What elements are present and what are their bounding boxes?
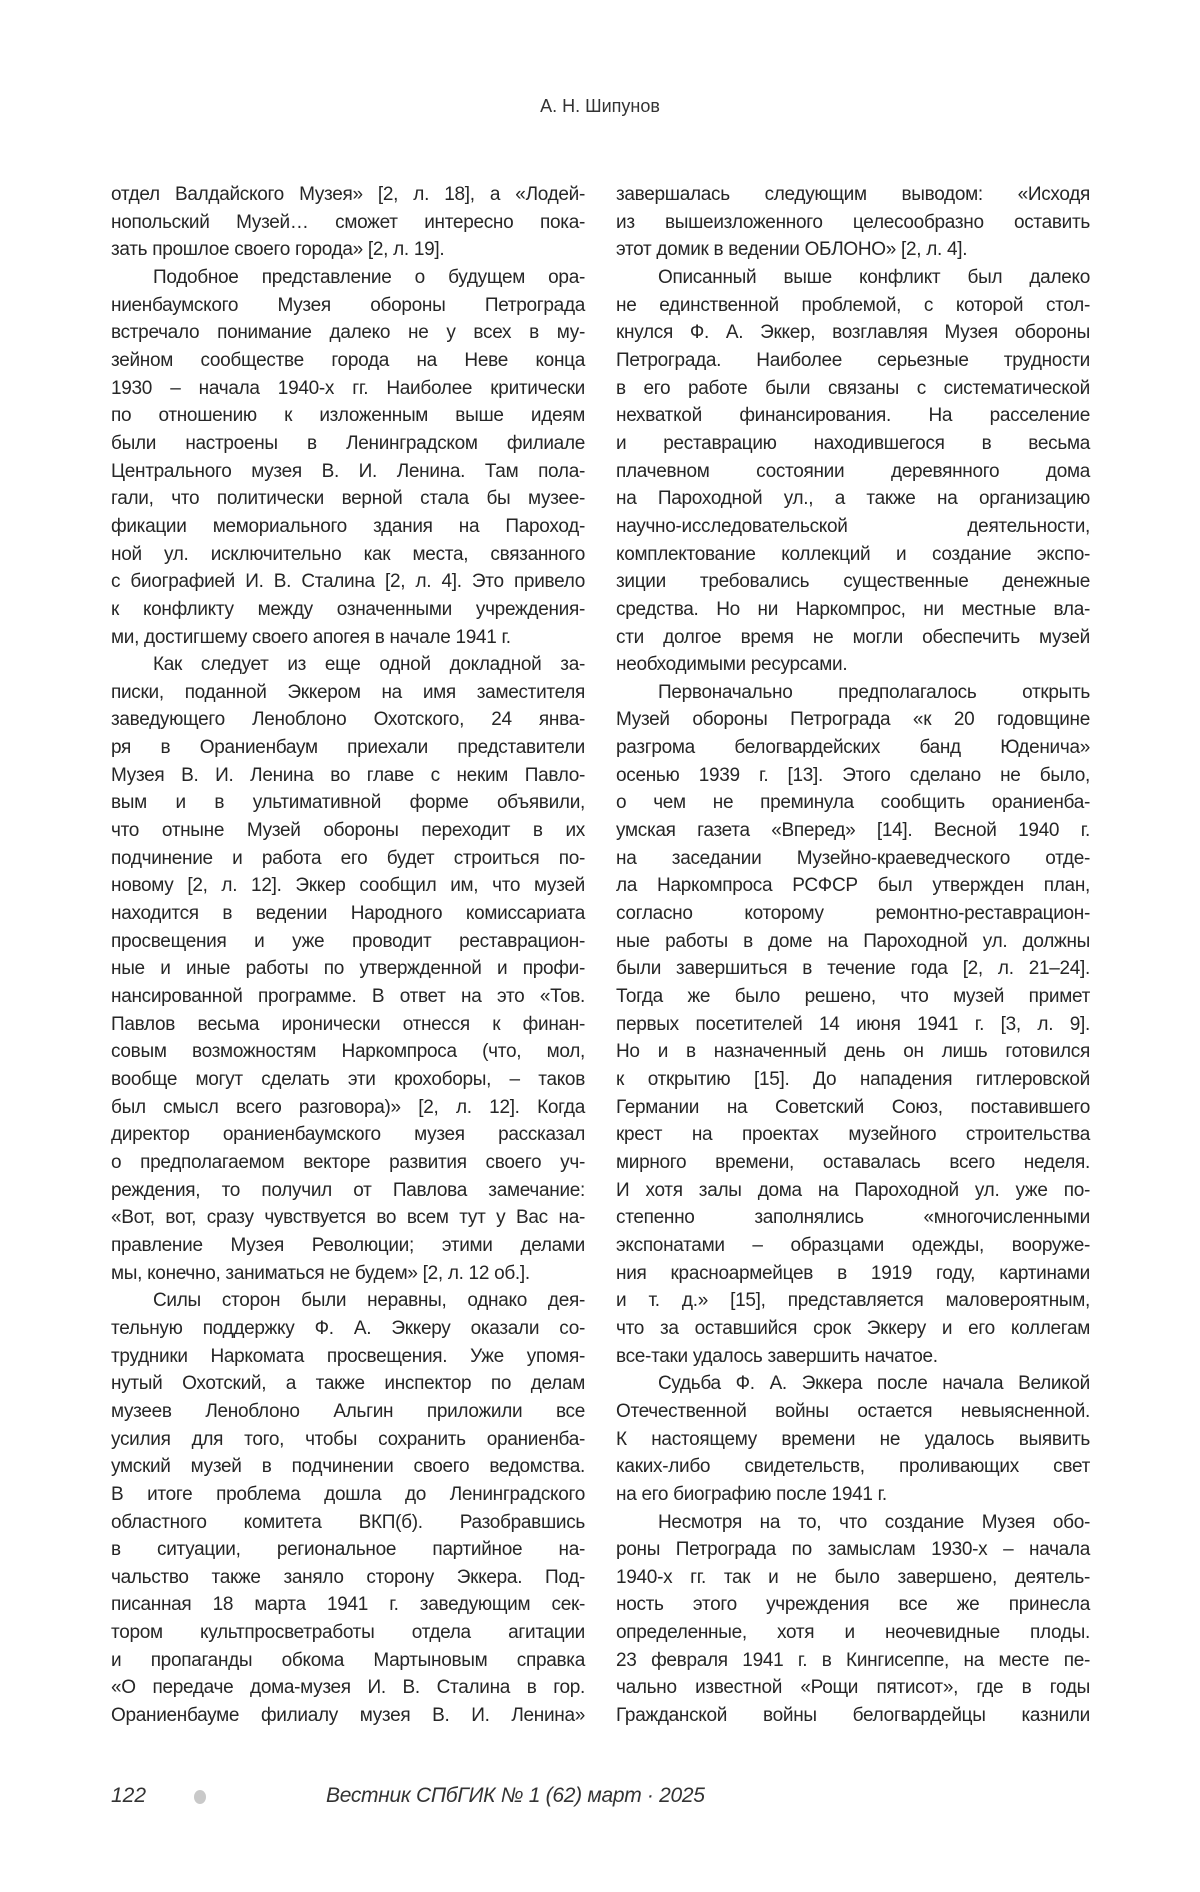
text-line-content: определенные, хотя и неочевидные плоды. [616, 1622, 1090, 1644]
text-line [616, 1094, 1090, 1122]
text-line [111, 209, 585, 237]
text-line-content: что отныне Музей обороны переходит в их [111, 820, 585, 842]
text-line [111, 596, 585, 624]
text-line-content: ные работы в доме на Пароходной ул. должны [616, 930, 1090, 952]
text-line [111, 1204, 585, 1232]
text-line [111, 1370, 585, 1398]
text-line-content: ные и иные работы по утвержденной и профи- [111, 958, 585, 980]
text-line [111, 1232, 585, 1260]
text-line [111, 236, 585, 264]
text-line-content: Павлов весьма иронически отнесся к финан- [111, 1013, 585, 1035]
text-line [111, 568, 585, 596]
text-line [111, 1702, 585, 1730]
text-line-content: нопольский Музей… сможет интересно пока- [111, 211, 585, 233]
text-line-content: встречало понимание далеко не у всех в му- [111, 322, 585, 344]
text-line [616, 706, 1090, 734]
text-line-content: музеев Леноблоно Альгин приложили все [111, 1400, 585, 1422]
text-line-content: совым возможностям Наркомпроса (что, мол, [111, 1041, 585, 1063]
text-line-content: писки, поданной Эккером на имя заместителя [111, 681, 585, 703]
text-line [111, 375, 585, 403]
text-line-content: завершалась следующим выводом: «Исходя [616, 184, 1090, 205]
text-line-content: нутый Охотский, а также инспектор по делам [111, 1373, 585, 1395]
text-line [111, 1481, 585, 1509]
paragraph [616, 1509, 1090, 1730]
paragraph [111, 1287, 585, 1730]
text-line-content: фикации мемориального здания на Пароход- [111, 515, 585, 537]
text-line [616, 292, 1090, 320]
text-line [111, 734, 585, 762]
text-line [616, 1370, 1090, 1398]
text-line [616, 1121, 1090, 1149]
text-line-content: Подобное представление о будущем ора- [153, 266, 585, 288]
text-line-content: ми, достигшему своего апогея в начале 1941 г. [111, 626, 511, 648]
text-line-content: В итоге проблема дошла до Ленинградского [111, 1483, 585, 1505]
text-line-content: К настоящему времени не удалось выявить [616, 1428, 1090, 1450]
text-line-content: умский музей в подчинении своего ведомства. [111, 1456, 585, 1478]
text-line-content: находится в ведении Народного комиссариата [111, 903, 585, 925]
text-line-content: зейном сообществе города на Неве конца [111, 349, 585, 371]
text-line-content: И хотя залы дома на Пароходной ул. уже по- [616, 1179, 1090, 1201]
text-line-content: и пропаганды обкома Мартыновым справка [111, 1649, 585, 1671]
text-line-content: 23 февраля 1941 г. в Кингисеппе, на месте пе- [616, 1649, 1090, 1671]
text-line-content: писанная 18 марта 1941 г. заведующим сек- [111, 1594, 585, 1616]
text-line [616, 1453, 1090, 1481]
text-line [111, 1177, 585, 1205]
text-line [616, 1509, 1090, 1537]
text-line-content: Гражданской войны белогвардейцы казнили [616, 1705, 1090, 1727]
text-line-content: средства. Но ни Наркомпрос, ни местные вла- [616, 598, 1090, 620]
text-line-content: плачевном состоянии деревянного дома [616, 460, 1090, 482]
text-line [616, 236, 1090, 264]
text-line [111, 679, 585, 707]
text-line [616, 1315, 1090, 1343]
text-line-content: ниенбаумского Музея обороны Петрограда [111, 294, 585, 316]
text-line [616, 541, 1090, 569]
left-column [111, 181, 585, 1730]
text-line [616, 1591, 1090, 1619]
text-line-content: научно-исследовательской деятельности, [616, 515, 1090, 537]
text-line [616, 1426, 1090, 1454]
text-line-content: не единственной проблемой, с которой стол- [616, 294, 1090, 316]
paragraph [616, 264, 1090, 679]
text-line [111, 706, 585, 734]
paragraph [616, 1370, 1090, 1508]
text-line [111, 1619, 585, 1647]
text-line-content: нехваткой финансирования. На расселение [616, 405, 1090, 427]
text-line [111, 872, 585, 900]
text-line [616, 430, 1090, 458]
text-line [111, 1121, 585, 1149]
text-line-content: Центрального музея В. И. Ленина. Там пола- [111, 460, 585, 482]
text-line [616, 485, 1090, 513]
text-line-content: 1940-х гг. так и не было завершено, деятель- [616, 1566, 1090, 1588]
text-line-content: первых посетителей 14 июня 1941 г. [3, л. 9]. [616, 1013, 1090, 1035]
text-line-content: в его работе были связаны с систематической [616, 377, 1090, 399]
text-line-content: ния красноармейцев в 1919 году, картинами [616, 1262, 1090, 1284]
text-line-content: и т. д.» [15], представляется маловероятным, [616, 1290, 1090, 1312]
text-line-content: ря в Ораниенбаум приехали представители [111, 737, 585, 759]
paragraph [616, 679, 1090, 1370]
text-line [616, 181, 1090, 209]
text-line [616, 789, 1090, 817]
text-line-content: просвещения и уже проводит реставрацион- [111, 930, 585, 952]
text-line [616, 1038, 1090, 1066]
text-line-content: новому [2, л. 12]. Эккер сообщил им, что музей [111, 875, 585, 897]
text-line [111, 1315, 585, 1343]
text-line-content: Как следует из еще одной докладной за- [153, 654, 585, 676]
text-line [616, 845, 1090, 873]
running-head-author: А. Н. Шипунов [540, 96, 660, 116]
text-line [111, 1453, 585, 1481]
text-line-content: Петрограда. Наиболее серьезные трудности [616, 349, 1090, 371]
text-line [616, 1481, 1090, 1509]
text-line-content: степенно заполнялись «многочисленными [616, 1207, 1090, 1229]
text-line-content: трудники Наркомата просвещения. Уже упомя- [111, 1345, 585, 1367]
text-line [111, 928, 585, 956]
text-line [616, 679, 1090, 707]
text-line [616, 1619, 1090, 1647]
text-line-content: на Пароходной ул., а также на организацию [616, 488, 1090, 510]
text-line-content: были настроены в Ленинградском филиале [111, 432, 585, 454]
text-line [111, 983, 585, 1011]
text-line [111, 264, 585, 292]
text-line-content: из вышеизложенного целесообразно оставить [616, 211, 1090, 233]
text-line [111, 1509, 585, 1537]
text-line [111, 1011, 585, 1039]
text-line [616, 319, 1090, 347]
text-line [616, 458, 1090, 486]
text-line-content: сти долгое время не могли обеспечить музей [616, 626, 1090, 648]
text-line [616, 1647, 1090, 1675]
text-line-content: комплектование коллекций и создание экспо- [616, 543, 1090, 565]
text-line-content: гали, что политически верной стала бы музее- [111, 488, 585, 510]
journal-title: Вестник СПбГИК № 1 (62) март · 2025 [326, 1784, 705, 1807]
text-line-content: необходимыми ресурсами. [616, 654, 848, 676]
text-line [111, 955, 585, 983]
text-line [616, 1149, 1090, 1177]
text-line [111, 624, 585, 652]
text-line-content: Музей обороны Петрограда «к 20 годовщине [616, 709, 1090, 731]
text-line [616, 651, 1090, 679]
text-line-content: экспонатами – образцами одежды, вооруже- [616, 1234, 1090, 1256]
text-line-content: вообще могут сделать эти крохоборы, – таков [111, 1069, 585, 1090]
text-line [616, 762, 1090, 790]
text-line [616, 1343, 1090, 1371]
text-line [111, 1343, 585, 1371]
right-column [616, 181, 1090, 1730]
text-line [111, 1564, 585, 1592]
text-line-content: ной ул. исключительно как места, связанного [111, 543, 585, 565]
text-line-content: чальство также заняло сторону Эккера. Под- [111, 1566, 585, 1588]
text-line [111, 402, 585, 430]
text-line [111, 541, 585, 569]
text-line [616, 402, 1090, 430]
text-line-content: зиции требовались существенные денежные [616, 571, 1090, 593]
text-line-content: Несмотря на то, что создание Музея обо- [658, 1511, 1090, 1533]
text-line [111, 1591, 585, 1619]
text-line-content: Но и в назначенный день он лишь готовился [616, 1041, 1090, 1063]
text-line [616, 1232, 1090, 1260]
text-line-content: согласно которому ремонтно-реставрацион- [616, 903, 1090, 925]
text-line [616, 624, 1090, 652]
text-line [616, 1536, 1090, 1564]
text-line [616, 375, 1090, 403]
text-line-content: Судьба Ф. А. Эккера после начала Великой [658, 1373, 1090, 1395]
text-line [111, 1674, 585, 1702]
paragraph [111, 651, 585, 1287]
text-line-content: каких-либо свидетельств, проливающих свет [616, 1456, 1090, 1478]
text-line [616, 1702, 1090, 1730]
text-line-content: Ораниенбауме филиалу музея В. И. Ленина» [111, 1705, 585, 1727]
text-line [111, 789, 585, 817]
text-line-content: Тогда же было решено, что музей примет [616, 986, 1090, 1008]
text-line-content: на его биографию после 1941 г. [616, 1483, 887, 1505]
text-line-content: вым и в ультимативной форме объявили, [111, 792, 585, 814]
text-line-content: подчинение и работа его будет строиться по- [111, 847, 585, 869]
text-line-content: Германии на Советский Союз, поставившего [616, 1096, 1090, 1118]
text-line-content: Первоначально предполагалось открыть [658, 681, 1090, 703]
text-line-content: Отечественной войны остается невыясненной. [616, 1400, 1090, 1422]
text-line-content: Силы сторон были неравны, однако дея- [153, 1290, 585, 1312]
text-line-content: чально известной «Рощи пятисот», где в годы [616, 1677, 1090, 1699]
text-line-content: тором культпросветработы отдела агитации [111, 1622, 585, 1644]
text-line [616, 568, 1090, 596]
text-line [616, 264, 1090, 292]
text-line [111, 347, 585, 375]
text-line-content: «Вот, вот, сразу чувствуется во всем тут у Вас на- [111, 1207, 585, 1229]
text-line [111, 845, 585, 873]
text-line [111, 430, 585, 458]
text-line-content: 1930 – начала 1940-х гг. Наиболее критически [111, 377, 585, 399]
text-line-content: отдел Валдайского Музея» [2, л. 18], а «Лодей- [111, 184, 585, 205]
text-line [111, 1536, 585, 1564]
text-line [616, 955, 1090, 983]
text-line-content: все-таки удалось завершить начатое. [616, 1345, 938, 1367]
text-line [111, 1038, 585, 1066]
text-line-content: этот домик в ведении ОБЛОНО» [2, л. 4]. [616, 239, 968, 261]
text-line [616, 596, 1090, 624]
text-line-content: роны Петрограда по замыслам 1930-х – начала [616, 1539, 1090, 1561]
text-line-content: к открытию [15]. До нападения гитлеровской [616, 1069, 1090, 1090]
text-line [111, 762, 585, 790]
text-line [616, 209, 1090, 237]
text-line-content: к конфликту между означенными учреждения- [111, 598, 585, 620]
text-line [616, 1398, 1090, 1426]
paragraph [111, 264, 585, 651]
text-line [616, 1204, 1090, 1232]
text-line [616, 900, 1090, 928]
text-line-content: в ситуации, региональное партийное на- [111, 1539, 585, 1561]
text-line [616, 1066, 1090, 1094]
text-line-content: областного комитета ВКП(б). Разобравшись [111, 1511, 585, 1533]
text-line [111, 1287, 585, 1315]
text-line-content: мирного времени, оставалась всего неделя. [616, 1151, 1090, 1173]
text-line [111, 817, 585, 845]
text-line [111, 292, 585, 320]
text-line-content: нансированной программе. В ответ на это «Тов. [111, 986, 585, 1008]
text-line-content: усилия для того, чтобы сохранить ораниенба- [111, 1428, 585, 1450]
text-line [111, 1398, 585, 1426]
paragraph [616, 181, 1090, 264]
text-line [111, 513, 585, 541]
text-line-content: и реставрацию находившегося в весьма [616, 432, 1090, 454]
text-line-content: ность этого учреждения все же принесла [616, 1594, 1090, 1616]
text-line-content: «О передаче дома-музея И. В. Сталина в гор. [111, 1677, 585, 1699]
text-line [616, 1011, 1090, 1039]
text-line [111, 1066, 585, 1094]
text-line-content: директор ораниенбаумского музея рассказал [111, 1124, 585, 1146]
text-line [616, 817, 1090, 845]
text-line-content: были завершиться в течение года [2, л. 21–24]. [616, 958, 1090, 980]
text-line-content: правление Музея Революции; этими делами [111, 1234, 585, 1256]
text-line [111, 485, 585, 513]
text-line [616, 872, 1090, 900]
text-line [111, 651, 585, 679]
text-line-content: тельную поддержку Ф. А. Эккеру оказали со- [111, 1317, 585, 1339]
text-line-content: зать прошлое своего города» [2, л. 19]. [111, 239, 445, 261]
page-number: 122 [111, 1784, 147, 1807]
bullet-dot-icon [194, 1790, 206, 1804]
text-line [616, 734, 1090, 762]
text-line [616, 928, 1090, 956]
text-line [616, 1260, 1090, 1288]
text-line [111, 319, 585, 347]
page-footer [0, 1784, 1200, 1814]
text-line-content: реждения, то получил от Павлова замечание: [111, 1179, 585, 1201]
text-line-content: Музея В. И. Ленина во главе с неким Павло- [111, 764, 585, 786]
text-line-content: на заседании Музейно-краеведческого отде- [616, 847, 1090, 869]
text-line [616, 1287, 1090, 1315]
text-line [111, 1149, 585, 1177]
text-line-content: был смысл всего разговора)» [2, л. 12]. Когда [111, 1096, 585, 1118]
text-line [111, 1094, 585, 1122]
text-line [616, 1674, 1090, 1702]
text-line [111, 1260, 585, 1288]
text-line [616, 1177, 1090, 1205]
text-line [616, 513, 1090, 541]
text-line-content: осенью 1939 г. [13]. Этого сделано не было, [616, 764, 1090, 786]
text-line-content: заведующего Леноблоно Охотского, 24 янва- [111, 709, 585, 731]
text-line [111, 181, 585, 209]
text-line [616, 983, 1090, 1011]
text-line-content: крест на проектах музейного строительства [616, 1124, 1090, 1146]
text-line-content: что за оставшийся срок Эккеру и его коллегам [616, 1317, 1090, 1339]
text-line [111, 1647, 585, 1675]
text-line-content: о предполагаемом векторе развития своего уч- [111, 1151, 585, 1173]
text-line [616, 347, 1090, 375]
text-line [111, 458, 585, 486]
text-line-content: разгрома белогвардейских банд Юденича» [616, 737, 1090, 759]
text-line-content: по отношению к изложенным выше идеям [111, 405, 585, 427]
text-line-content: мы, конечно, заниматься не будем» [2, л. 12 об.]. [111, 1262, 530, 1284]
text-line [111, 900, 585, 928]
text-line-content: о чем не преминула сообщить ораниенба- [616, 792, 1090, 814]
text-line-content: ла Наркомпроса РСФСР был утвержден план, [616, 875, 1090, 897]
text-line [616, 1564, 1090, 1592]
text-line-content: кнулся Ф. А. Эккер, возглавляя Музея обороны [616, 322, 1090, 344]
text-line-content: умская газета «Вперед» [14]. Весной 1940 г. [616, 820, 1090, 842]
text-line [111, 1426, 585, 1454]
paragraph [111, 181, 585, 264]
text-line-content: Описанный выше конфликт был далеко [658, 266, 1090, 288]
text-line-content: с биографией И. В. Сталина [2, л. 4]. Это привело [111, 571, 585, 593]
